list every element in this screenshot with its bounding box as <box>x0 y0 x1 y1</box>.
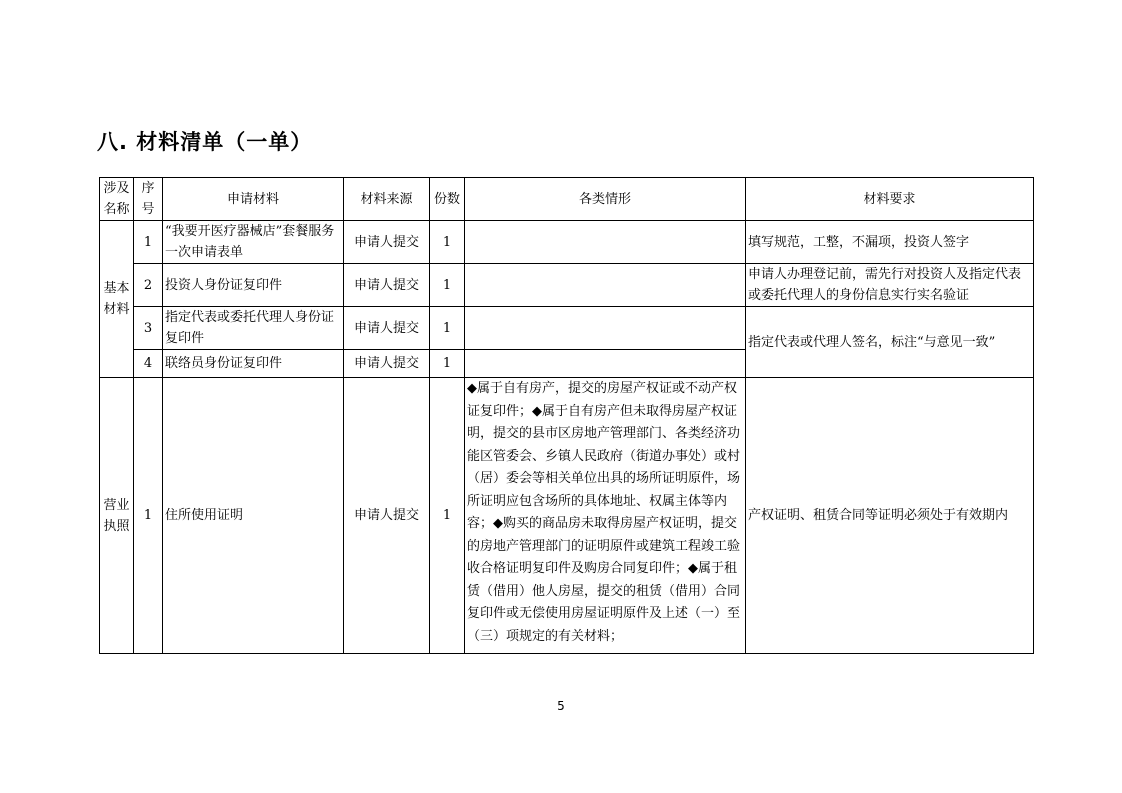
situation-cell <box>465 350 746 378</box>
group-name-cell: 营业执照 <box>100 378 134 654</box>
materials-table <box>99 177 1034 654</box>
table-row <box>100 264 1034 307</box>
requirement-cell: 申请人办理登记前，需先行对投资人及指定代表或委托代理人的身份信息实行实名验证 <box>746 264 1034 307</box>
source-cell: 申请人提交 <box>344 307 430 350</box>
header-cell: 份数 <box>430 178 465 221</box>
material-cell: 联络员身份证复印件 <box>163 350 344 378</box>
table-row <box>100 221 1034 264</box>
header-cell: 各类情形 <box>465 178 746 221</box>
count-cell: 1 <box>430 350 465 378</box>
table-row <box>100 307 1034 350</box>
count-cell: 1 <box>430 307 465 350</box>
source-cell: 申请人提交 <box>344 221 430 264</box>
header-cell: 材料要求 <box>746 178 1034 221</box>
serial-cell: 1 <box>134 221 163 264</box>
material-cell: 指定代表或委托代理人身份证复印件 <box>163 307 344 350</box>
page-title: 八. 材料清单（一单） <box>97 130 313 154</box>
serial-cell: 3 <box>134 307 163 350</box>
count-cell: 1 <box>430 264 465 307</box>
header-cell: 序号 <box>134 178 163 221</box>
source-cell: 申请人提交 <box>344 350 430 378</box>
header-cell: 申请材料 <box>163 178 344 221</box>
header-cell: 涉及名称 <box>100 178 134 221</box>
material-cell: “我要开医疗器械店”套餐服务一次申请表单 <box>163 221 344 264</box>
serial-cell: 4 <box>134 350 163 378</box>
table-row <box>100 378 1034 654</box>
serial-cell: 2 <box>134 264 163 307</box>
source-cell: 申请人提交 <box>344 264 430 307</box>
source-cell: 申请人提交 <box>344 378 430 654</box>
requirement-cell: 产权证明、租赁合同等证明必须处于有效期内 <box>746 378 1034 654</box>
requirement-cell: 指定代表或代理人签名，标注“与意见一致” <box>746 307 1034 378</box>
situation-cell <box>465 221 746 264</box>
situation-cell <box>465 264 746 307</box>
material-cell: 投资人身份证复印件 <box>163 264 344 307</box>
situation-cell: ◆属于自有房产，提交的房屋产权证或不动产权证复印件；◆属于自有房产但未取得房屋产权证明，提交的县市区房地产管理部门、各类经济功能区管委会、乡镇人民政府（街道办事处）或村（居）委会等相关单位出具的场所证明原件，场所证明应包含场所的具体地址、权属主体等内容；◆购买的商品房未取得房屋产权证明，提交的房地产管理部门的证明原件或建筑工程竣工验收合格证明复印件及购房合同复印件；◆属于租赁（借用）他人房屋，提交的租赁（借用）合同复印件或无偿使用房屋证明原件及上述（一）至（三）项规定的有关材料； <box>465 378 746 654</box>
count-cell: 1 <box>430 378 465 654</box>
group-name-cell: 基本材料 <box>100 221 134 378</box>
situation-cell <box>465 307 746 350</box>
material-cell: 住所使用证明 <box>163 378 344 654</box>
page-number: 5 <box>557 699 565 713</box>
header-cell: 材料来源 <box>344 178 430 221</box>
serial-cell: 1 <box>134 378 163 654</box>
count-cell: 1 <box>430 221 465 264</box>
table-header-row <box>100 178 1034 221</box>
requirement-cell: 填写规范，工整，不漏项，投资人签字 <box>746 221 1034 264</box>
